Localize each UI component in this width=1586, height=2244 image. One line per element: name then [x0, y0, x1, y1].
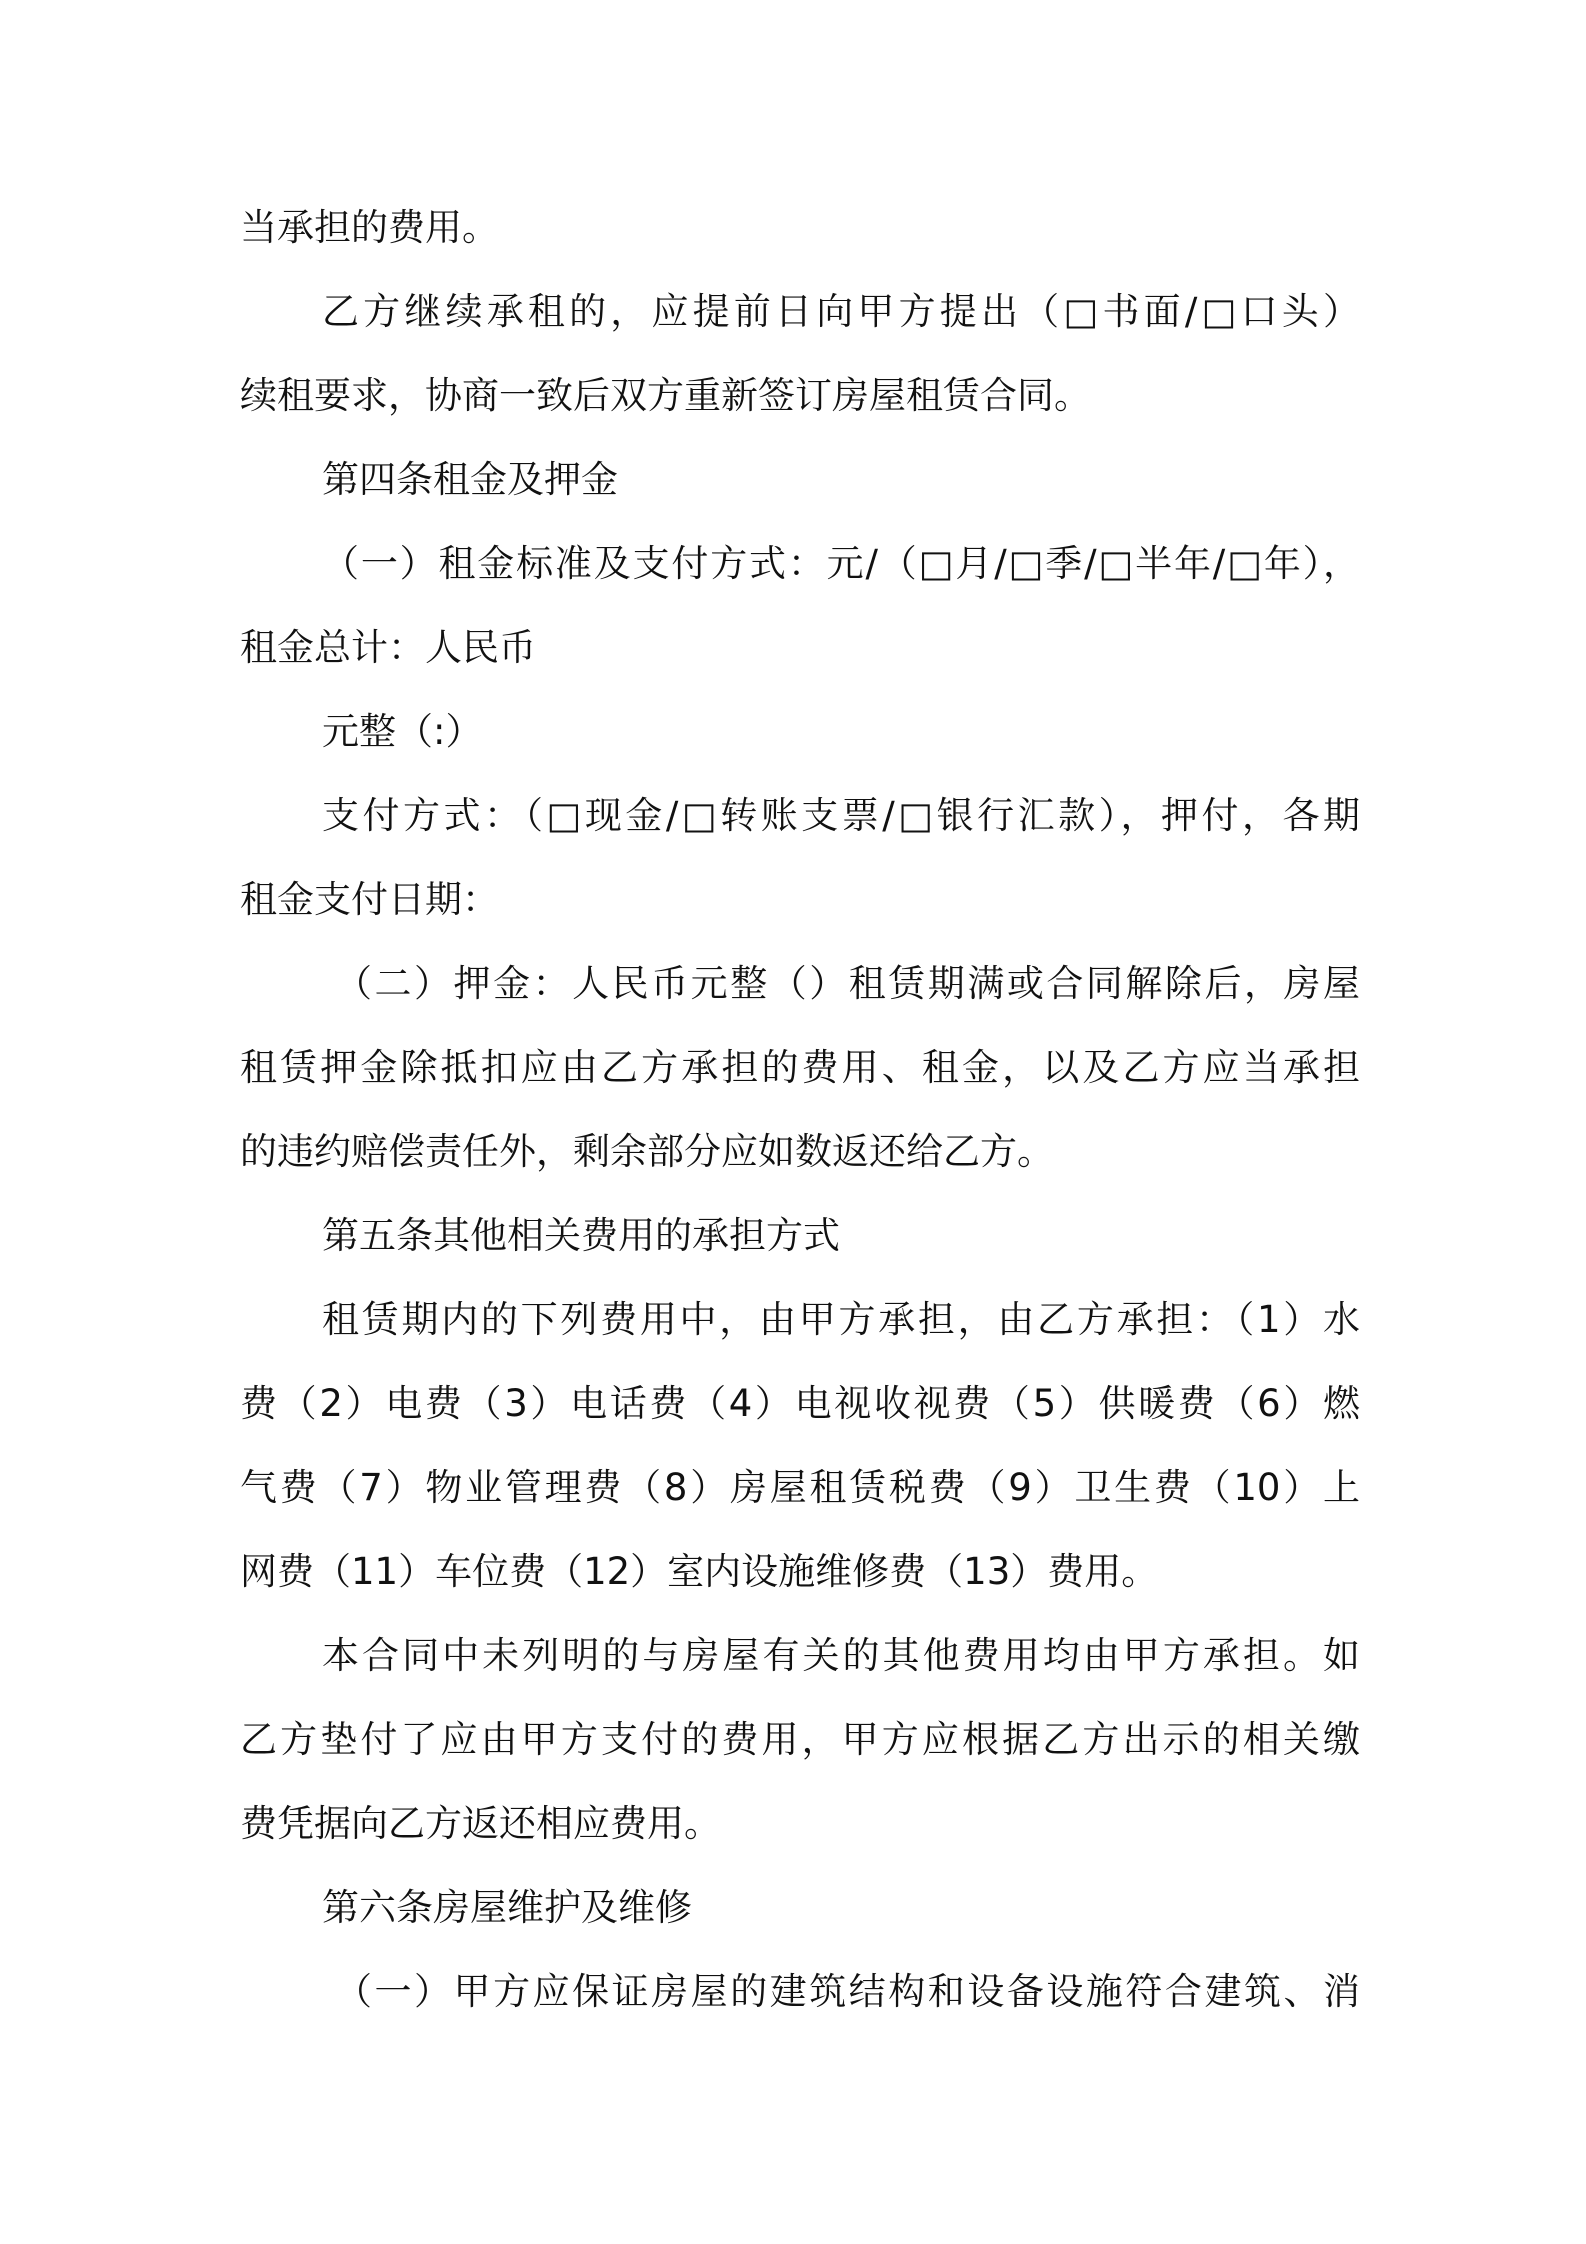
section-heading: 第五条其他相关费用的承担方式: [322, 1214, 840, 1257]
text-line: 气费（7）物业管理费（8）房屋租赁税费（9）卫生费（10）上: [240, 1466, 1360, 1509]
text-line: 元整（:）: [322, 710, 483, 753]
text-line: （一）租金标准及支付方式：元/（□月/□季/□半年/□年），: [322, 542, 1360, 585]
text-line: （二）押金：人民币元整（）租赁期满或合同解除后，房屋: [335, 962, 1360, 1005]
text-line: 费（2）电费（3）电话费（4）电视收视费（5）供暖费（6）燃: [240, 1382, 1360, 1425]
text-line: 当承担的费用。: [240, 206, 499, 249]
text-line: 续租要求，协商一致后双方重新签订房屋租赁合同。: [240, 374, 1091, 417]
text-line: 租赁押金除抵扣应由乙方承担的费用、租金，以及乙方应当承担: [240, 1046, 1360, 1089]
text-line: 乙方垫付了应由甲方支付的费用，甲方应根据乙方出示的相关缴: [240, 1718, 1360, 1761]
text-line: （一）甲方应保证房屋的建筑结构和设备设施符合建筑、消: [335, 1970, 1360, 2013]
text-line: 的违约赔偿责任外，剩余部分应如数返还给乙方。: [240, 1130, 1054, 1173]
text-line: 租赁期内的下列费用中，由甲方承担，由乙方承担：（1）水: [322, 1298, 1360, 1341]
text-line: 网费（11）车位费（12）室内设施维修费（13）费用。: [240, 1550, 1159, 1593]
text-line: 乙方继续承租的，应提前日向甲方提出（□书面/□口头）: [322, 290, 1360, 333]
text-line: 支付方式：（□现金/□转账支票/□银行汇款），押付，各期: [322, 794, 1360, 837]
text-line: 租金支付日期：: [240, 878, 499, 921]
text-line: 租金总计：人民币: [240, 626, 536, 669]
section-heading: 第四条租金及押金: [322, 458, 618, 501]
section-heading: 第六条房屋维护及维修: [322, 1886, 692, 1929]
text-line: 本合同中未列明的与房屋有关的其他费用均由甲方承担。如: [322, 1634, 1360, 1677]
text-line: 费凭据向乙方返还相应费用。: [240, 1802, 721, 1845]
